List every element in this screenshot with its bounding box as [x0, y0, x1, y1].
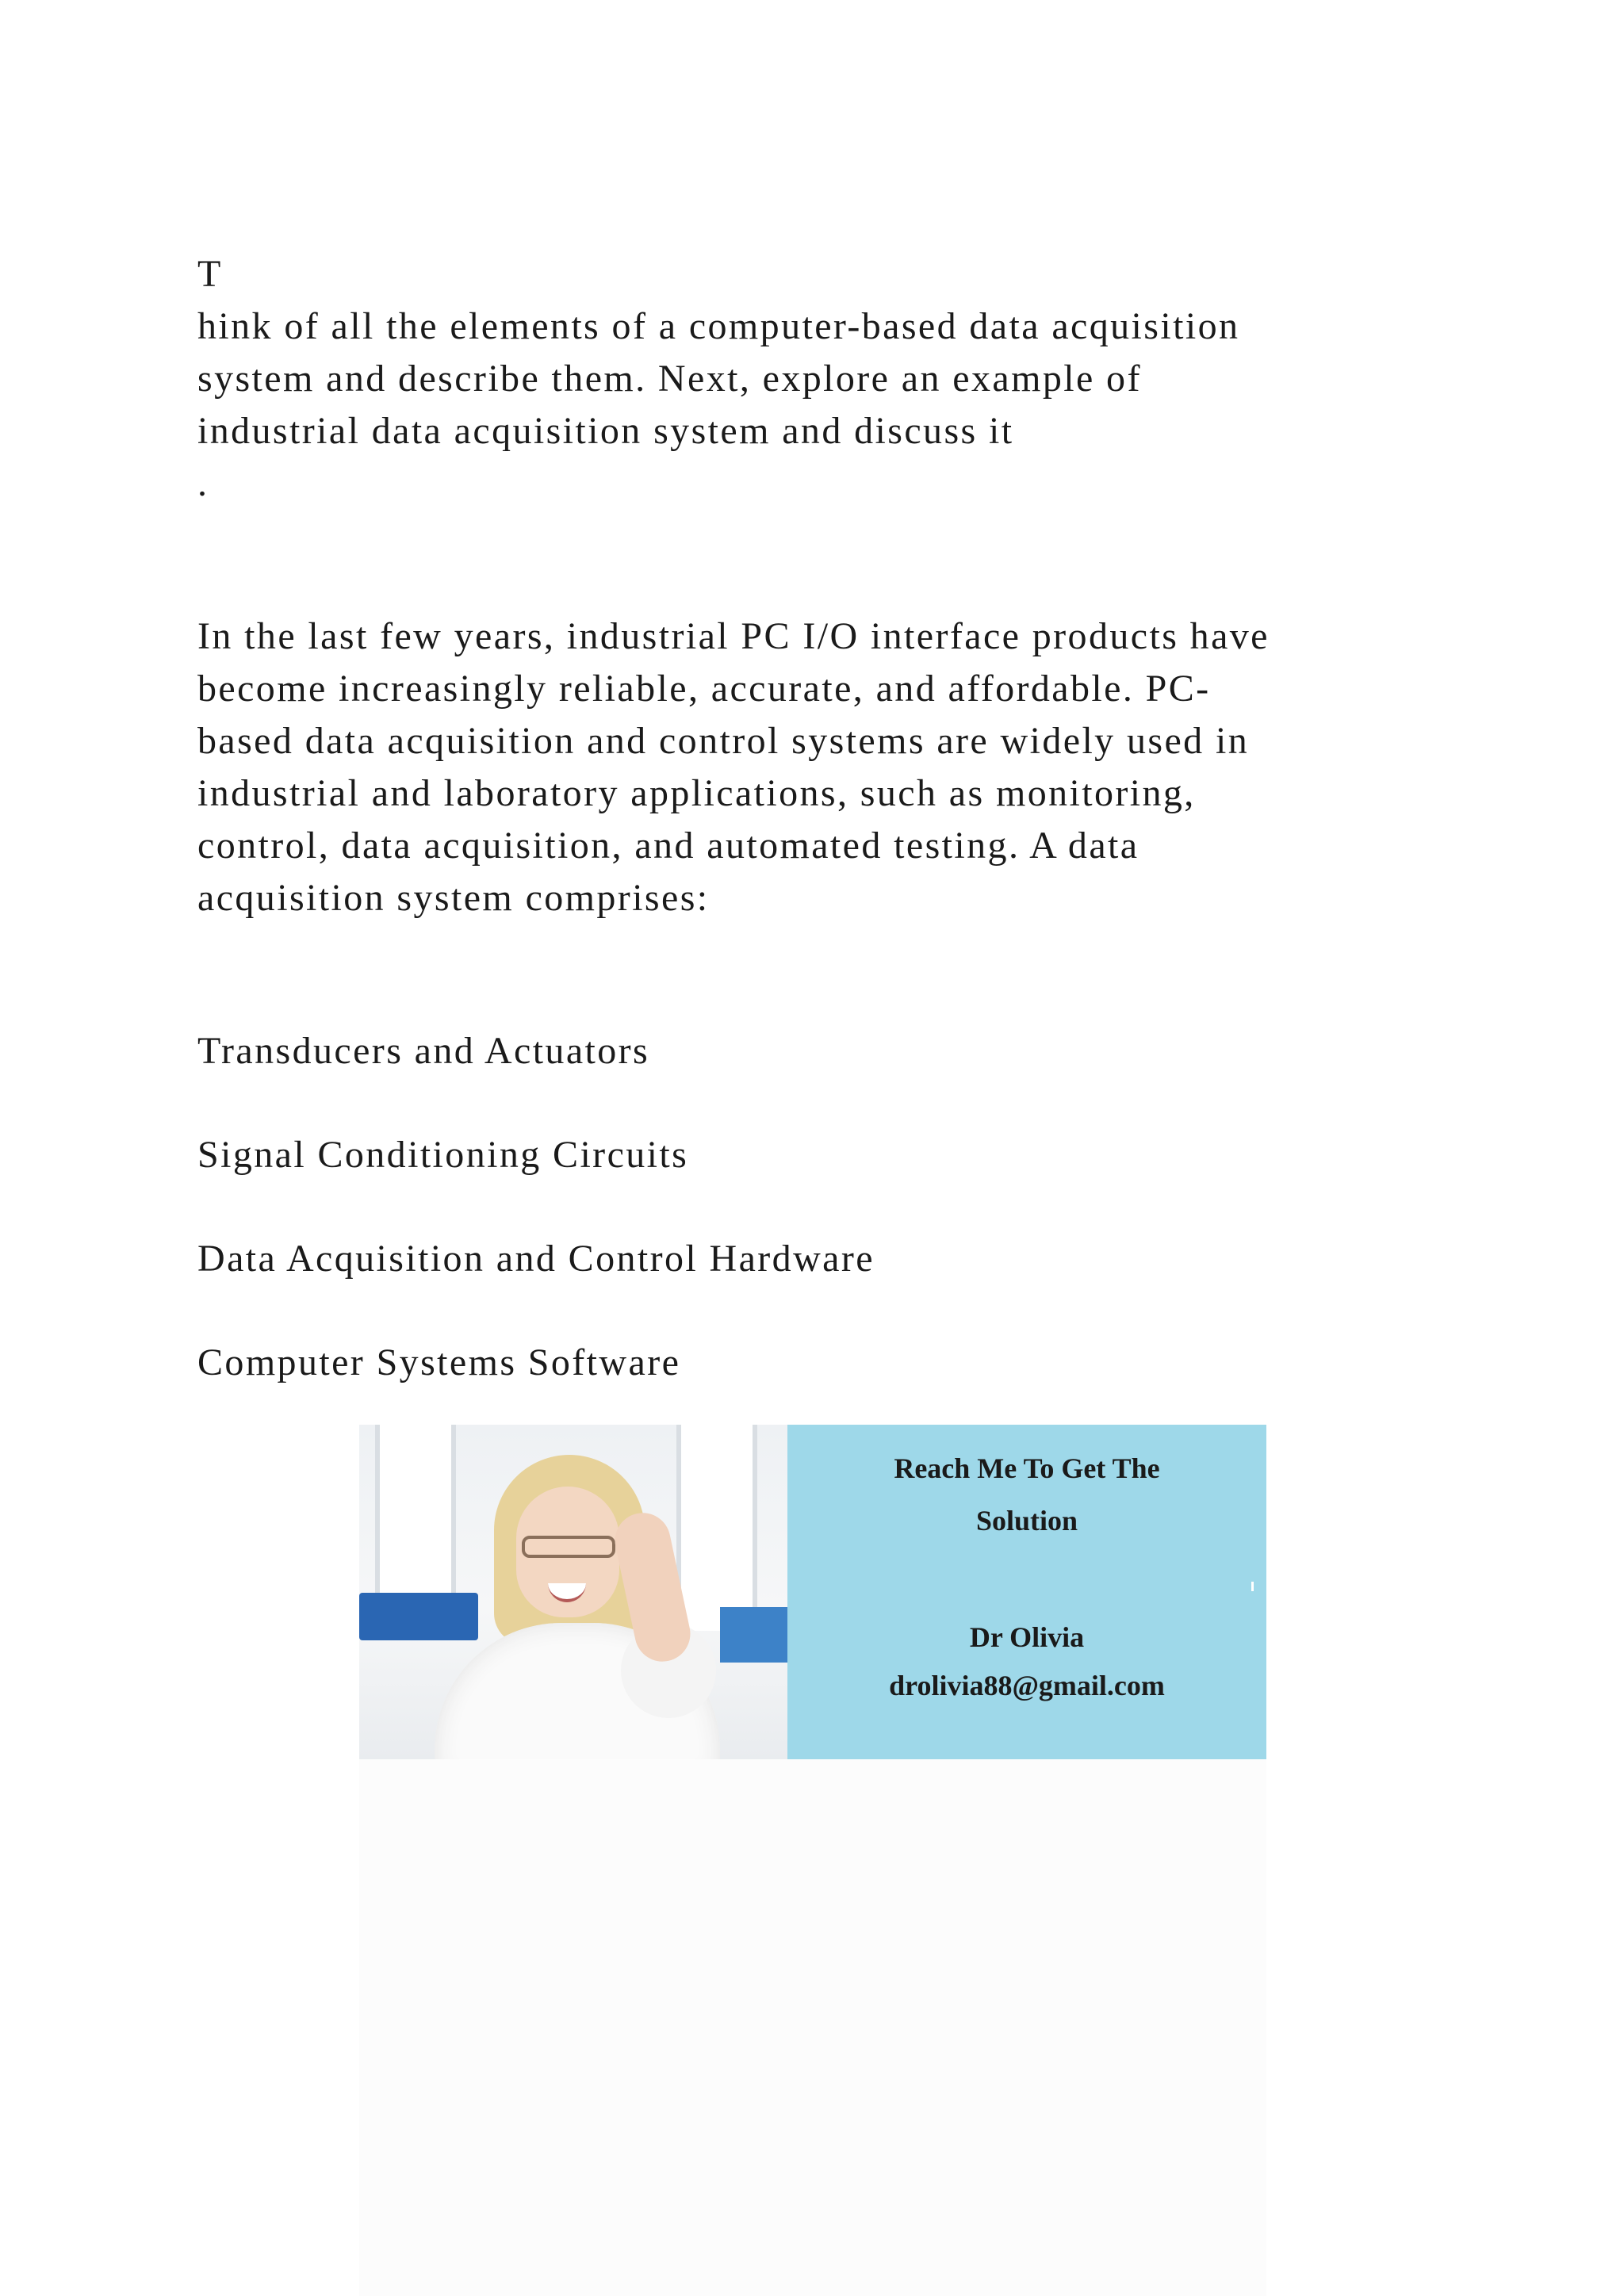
list-item: Data Acquisition and Control Hardware: [197, 1238, 875, 1280]
woman-photo: [359, 1425, 787, 1759]
intro-line: acquisition system comprises:: [197, 877, 710, 919]
prompt-line: industrial data acquisition system and discuss it: [197, 410, 1014, 452]
prompt-line: hink of all the elements of a computer-based data acquisition: [197, 305, 1240, 347]
intro-line: In the last few years, industrial PC I/O interface products have: [197, 615, 1270, 657]
intro-line: control, data acquisition, and automated testing. A data: [197, 825, 1139, 867]
intro-line: industrial and laboratory applications, such as monitoring,: [197, 772, 1196, 814]
contact-email: drolivia88@gmail.com: [889, 1670, 1165, 1701]
contact-name: Dr Olivia: [969, 1621, 1085, 1653]
prompt-line: system and describe them. Next, explore an example of: [197, 358, 1142, 400]
contact-panel: [787, 1425, 1266, 1759]
prompt-line: .: [197, 462, 209, 504]
list-item: Signal Conditioning Circuits: [197, 1134, 689, 1176]
list-item: Transducers and Actuators: [197, 1030, 650, 1072]
prompt-line: T: [197, 253, 223, 295]
image-placeholder-area: [359, 1759, 1266, 2296]
contact-banner: [359, 1425, 1266, 1759]
banner-heading-line2: Solution: [975, 1505, 1078, 1536]
intro-line: become increasingly reliable, accurate, and affordable. PC-: [197, 668, 1211, 710]
banner-heading-line1: Reach Me To Get The: [894, 1452, 1160, 1484]
list-item: Computer Systems Software: [197, 1341, 681, 1383]
banner-mark: [1251, 1582, 1254, 1591]
intro-line: based data acquisition and control systems are widely used in: [197, 720, 1250, 762]
